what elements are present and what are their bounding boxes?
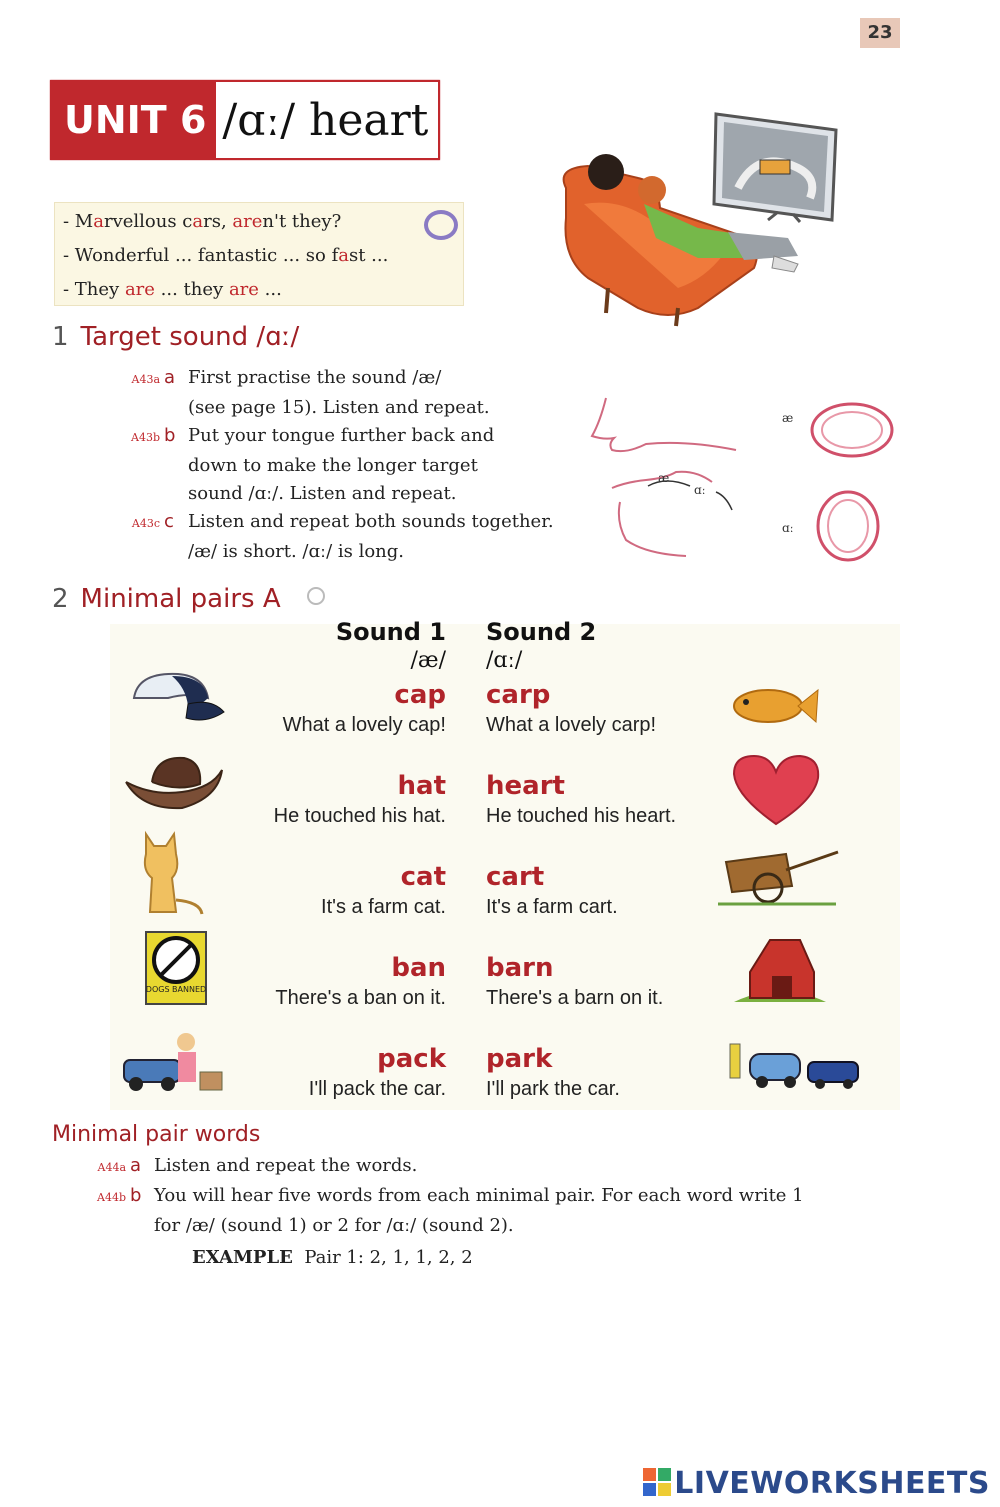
minimal-pair-words-steps xyxy=(84,1152,924,1240)
section2-heading xyxy=(52,584,325,614)
step-letter: b xyxy=(130,1185,142,1206)
unit-label: UNIT 6 xyxy=(52,82,216,158)
packing-car-icon xyxy=(120,1020,230,1098)
unit-title: /ɑː/ heart xyxy=(222,94,429,146)
target-sound-highlight: are xyxy=(232,211,263,232)
example-text: Pair 1: 2, 1, 1, 2, 2 xyxy=(304,1247,473,1268)
sound1-word: ban xyxy=(391,953,446,983)
sound2-word: carp xyxy=(486,680,551,710)
audio-disc-icon[interactable] xyxy=(424,210,458,240)
diagram-label-ae: æ xyxy=(658,471,670,485)
sound1-word: pack xyxy=(377,1044,446,1074)
minimal-pair-words-heading: Minimal pair words xyxy=(52,1122,261,1147)
sound1-sentence: He touched his hat. xyxy=(273,805,446,827)
step-text: (see page 15). Listen and repeat. xyxy=(188,397,490,418)
dialogue-text: rvellous c xyxy=(103,211,193,232)
section1-number: 1 xyxy=(52,322,69,352)
target-sound-highlight: are xyxy=(124,279,155,300)
example-line xyxy=(192,1244,473,1272)
step-line xyxy=(84,1182,924,1212)
dialogue-line xyxy=(63,205,463,239)
sound1-sentence: I'll pack the car. xyxy=(308,1078,446,1100)
step-letter: c xyxy=(164,511,174,532)
mouth-label-ae: æ xyxy=(782,411,794,425)
step-text: Listen and repeat the words. xyxy=(154,1155,418,1176)
sound2-word: cart xyxy=(486,862,545,892)
sound1-word: cap xyxy=(394,680,446,710)
sound2-sentence: I'll park the car. xyxy=(486,1078,620,1100)
step-line xyxy=(84,1152,924,1182)
sign-text: DOGS BANNED xyxy=(145,985,207,994)
target-sound-highlight: are xyxy=(228,279,259,300)
barn-icon xyxy=(730,932,830,1006)
sound1-sentence: It's a farm cat. xyxy=(321,896,446,918)
audio-track-label[interactable]: A43b xyxy=(131,431,160,444)
sound2-word: heart xyxy=(486,771,565,801)
sound2-word: park xyxy=(486,1044,553,1074)
dialogue-text: ... they xyxy=(154,279,229,300)
sound1-sentence: What a lovely cap! xyxy=(282,714,446,736)
sound2-word: barn xyxy=(486,953,554,983)
step-letter: a xyxy=(164,367,176,388)
watermark-text: LIVEWORKSHEETS xyxy=(674,1466,990,1501)
sound1-word: cat xyxy=(400,862,446,892)
dialogue-text: ... xyxy=(258,279,282,300)
audio-track-label[interactable]: A43a xyxy=(131,373,160,386)
dialogue-line xyxy=(63,239,463,273)
sound2-sentence: What a lovely carp! xyxy=(486,714,657,736)
step-text: First practise the sound /æ/ xyxy=(188,367,442,388)
target-sound-highlight: a xyxy=(93,211,104,232)
tv-icon xyxy=(714,114,836,222)
dialogue-text: - They xyxy=(63,279,125,300)
step-text: Listen and repeat both sounds together. xyxy=(188,511,554,532)
sound2-sentence: It's a farm cart. xyxy=(486,896,618,918)
mouth-diagram xyxy=(586,392,906,564)
step-text: for /æ/ (sound 1) or 2 for /ɑː/ (sound 2). xyxy=(154,1215,514,1236)
liveworksheets-watermark xyxy=(642,1466,990,1501)
dialogue-text: - M xyxy=(63,211,94,232)
step-text: You will hear five words from each minimal pair. For each word write 1 xyxy=(154,1185,804,1206)
target-sound-highlight: a xyxy=(192,211,204,232)
page-number: 23 xyxy=(860,18,900,48)
audio-track-label[interactable]: A44a xyxy=(97,1161,126,1174)
dialogue-line xyxy=(63,273,463,307)
audio-track-label[interactable]: A44b xyxy=(97,1191,126,1204)
heart-icon xyxy=(730,752,822,826)
dialogue-text: n't they? xyxy=(262,211,342,232)
sound2-sentence: There's a barn on it. xyxy=(486,987,664,1009)
step-letter: a xyxy=(130,1155,142,1176)
sofa-tv-illustration xyxy=(548,108,840,330)
dialogue-text: - Wonderful ... fantastic ... so f xyxy=(63,245,339,266)
sound1-sentence: There's a ban on it. xyxy=(275,987,446,1009)
dialogue-text: st ... xyxy=(348,245,389,266)
hat-icon xyxy=(122,752,226,814)
section1-steps xyxy=(118,364,588,566)
diagram-label-aa: ɑː xyxy=(694,483,706,497)
dialogue-box xyxy=(54,202,464,306)
step-line xyxy=(118,538,588,566)
section1-title: Target sound /ɑː/ xyxy=(80,322,300,352)
step-line xyxy=(118,364,588,394)
section2-title: Minimal pairs A xyxy=(80,584,281,614)
audio-disc-icon[interactable] xyxy=(307,587,325,605)
step-line xyxy=(118,452,588,480)
step-line xyxy=(84,1212,924,1240)
step-text: sound /ɑː/. Listen and repeat. xyxy=(188,483,457,504)
step-letter: b xyxy=(164,425,176,446)
section1-heading xyxy=(52,322,299,352)
cart-icon xyxy=(716,846,842,910)
sound1-phoneme: /æ/ xyxy=(410,648,446,673)
dialogue-text: rs, xyxy=(203,211,233,232)
step-text: down to make the longer target xyxy=(188,455,478,476)
mouth-label-aa: ɑː xyxy=(782,521,794,535)
step-line xyxy=(118,480,588,508)
step-line xyxy=(118,394,588,422)
step-line xyxy=(118,422,588,452)
parking-cars-icon xyxy=(726,1040,862,1092)
step-line xyxy=(118,508,588,538)
dogs-banned-sign-icon xyxy=(144,930,208,1006)
sound1-heading: Sound 1 xyxy=(335,618,446,646)
carp-fish-icon xyxy=(726,680,820,732)
audio-track-label[interactable]: A43c xyxy=(131,517,160,530)
sound2-sentence: He touched his heart. xyxy=(486,805,677,827)
cat-icon xyxy=(136,830,210,918)
unit-header xyxy=(50,80,440,160)
cap-icon xyxy=(128,668,228,728)
target-sound-highlight: a xyxy=(338,245,349,266)
step-text: Put your tongue further back and xyxy=(188,425,495,446)
example-label: EXAMPLE xyxy=(192,1247,293,1268)
step-text: /æ/ is short. /ɑː/ is long. xyxy=(188,541,405,562)
sound2-heading: Sound 2 xyxy=(486,618,597,646)
liveworksheets-logo-icon xyxy=(642,1467,672,1497)
sound1-word: hat xyxy=(397,771,446,801)
sound2-phoneme: /ɑː/ xyxy=(486,648,523,673)
section2-number: 2 xyxy=(52,584,69,614)
